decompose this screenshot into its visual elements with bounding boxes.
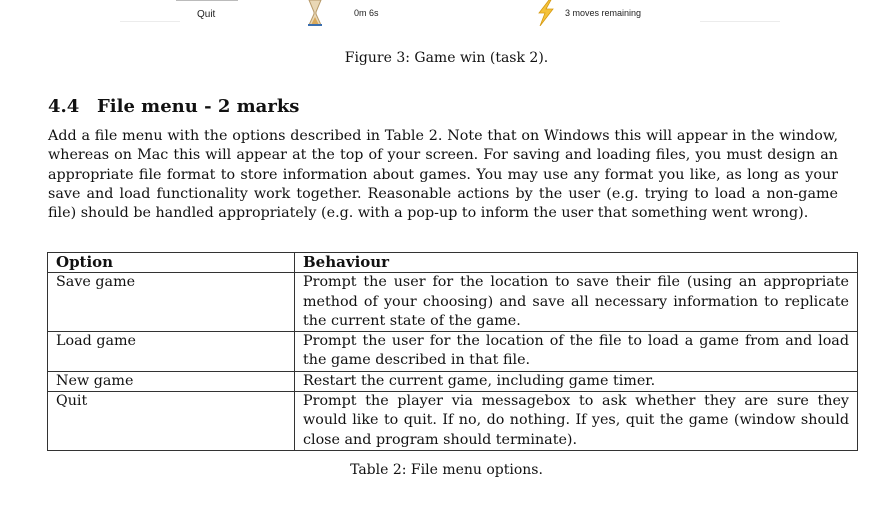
behaviour-cell: Prompt the user for the location to save their file (using an appropriate method of your choosing) and save all necessary information to replicate the current state of the game. xyxy=(295,273,858,332)
section-title: File menu - 2 marks xyxy=(97,96,300,117)
section-number: 4.4 xyxy=(48,96,80,117)
timer-label: 0m 6s xyxy=(354,8,379,18)
table-row xyxy=(48,273,858,332)
option-cell: Quit xyxy=(48,392,295,451)
table-row xyxy=(48,332,858,372)
figure-game-screenshot xyxy=(0,0,893,30)
divider xyxy=(700,21,780,22)
hourglass-icon xyxy=(307,0,323,26)
column-header-option: Option xyxy=(48,253,295,273)
moves-remaining-label: 3 moves remaining xyxy=(565,8,642,18)
figure-caption: Figure 3: Game win (task 2). xyxy=(344,50,549,66)
option-cell: Load game xyxy=(48,332,295,372)
table-row xyxy=(48,371,858,391)
behaviour-cell: Prompt the player via messagebox to ask whether they are sure they would like to quit. If no, do nothing. If yes, quit the game (window should close and program should terminate). xyxy=(295,392,858,451)
lightning-bolt-icon xyxy=(533,0,557,26)
table-row xyxy=(48,392,858,451)
divider xyxy=(120,21,180,22)
option-cell: New game xyxy=(48,371,295,391)
option-cell: Save game xyxy=(48,273,295,332)
behaviour-cell: Restart the current game, including game timer. xyxy=(295,371,858,391)
file-menu-options-table xyxy=(47,252,858,451)
button-border xyxy=(176,0,238,1)
quit-button: Quit xyxy=(197,9,216,20)
table-caption: Table 2: File menu options. xyxy=(350,462,543,478)
behaviour-cell: Prompt the user for the location of the file to load a game from and load the game described in that file. xyxy=(295,332,858,372)
section-heading xyxy=(48,96,299,117)
section-paragraph: Add a file menu with the options described in Table 2. Note that on Windows this will appear in the window, whereas on Mac this will appear at the top of your screen. For saving and loading files, you must design an appropriate file format to store information about games. You may use any format you like, as long as your save and load functionality work together. Reasonable actions by the user (e.g. trying to load a non-game file) should be handled appropriately (e.g. with a pop-up to inform the user that something went wrong). xyxy=(48,128,838,222)
table-header-row xyxy=(48,253,858,273)
column-header-behaviour: Behaviour xyxy=(295,253,858,273)
